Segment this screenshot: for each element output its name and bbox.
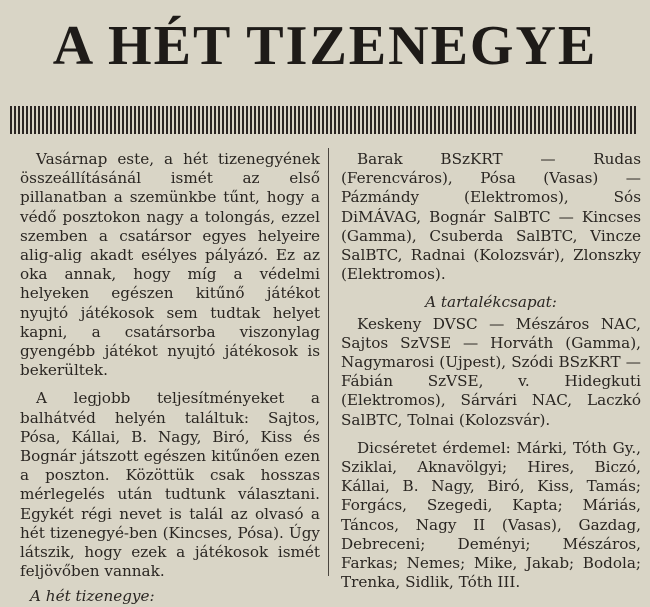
article-title: A HÉT TIZENEGYE: [52, 15, 598, 77]
lineup-text: Barak BSzKRT — Rudas (Ferencváros), Pósa (Vasas) — Pázmándy (Elektromos), Sós DiMÁVAG, Bognár SalBTC — Kincses (Gamma), Csuberda SalBTC, Vincze SalBTC, Radnai (Kolozsvár), Zlonszky (Elektromos).: [341, 150, 641, 284]
left-column: [20, 150, 320, 607]
title-rule: [10, 106, 638, 134]
praise-text: Dicséretet érdemel: Márki, Tóth Gy., Sziklai, Aknavölgyi; Hires, Biczó, Kállai, B. Nagy, Biró, Kiss, Tamás; Forgács, Szegedi, Kapta; Máriás, Táncos, Nagy II (Vasas), Gazdag, Debreceni; Deményi; Mészáros, Farkas; Nemes; Mike, Jakab; Bodola; Trenka, Sidlik, Tóth III.: [341, 438, 641, 592]
column-divider: [328, 148, 329, 576]
lineup-subheading: A hét tizenegye:: [30, 587, 155, 606]
reserve-heading: A tartalékcsapat:: [425, 293, 557, 312]
reserve-text: Keskeny DVSC — Mészáros NAC, Sajtos SzVSE — Horváth (Gamma), Nagymarosi (Ujpest), Szódi BSzKRT — Fábián SzVSE, v. Hidegkuti (Elektromos), Sárvári NAC, Laczkó SalBTC, Tolnai (Kolozsvár).: [341, 314, 641, 429]
right-column: [341, 150, 641, 592]
intro-paragraph: Vasárnap este, a hét tizenegyének összeállításánál ismét az első pillanatban a szemünkbe tűnt, hogy a védő posztokon nagy a tolongás, ezzel szemben a csatársor egyes helyeire alig-alig akadt esélyes pályázó. Ez az oka annak, hogy míg a védelmi helyeken egészen kitűnő játékot nyujtó játékosok sem tudtak helyet kapni, a csatársorba viszonylag gyengébb játékot nyujtó játékosok is bekerültek.: [20, 150, 320, 380]
performance-paragraph: A legjobb teljesítményeket a balhátvéd helyén találtuk: Sajtos, Pósa, Kállai, B. Nagy, Biró, Kiss és Bognár játszott egészen kitűnően ezen a poszton. Közöttük csak hosszas mérlegelés után tudtunk választani. Egykét régi nevet is talál az olvasó a hét tizenegyé-ben (Kincses, Pósa). Úgy látszik, hogy ezek a játékosok ismét feljövőben vannak.: [20, 389, 320, 581]
